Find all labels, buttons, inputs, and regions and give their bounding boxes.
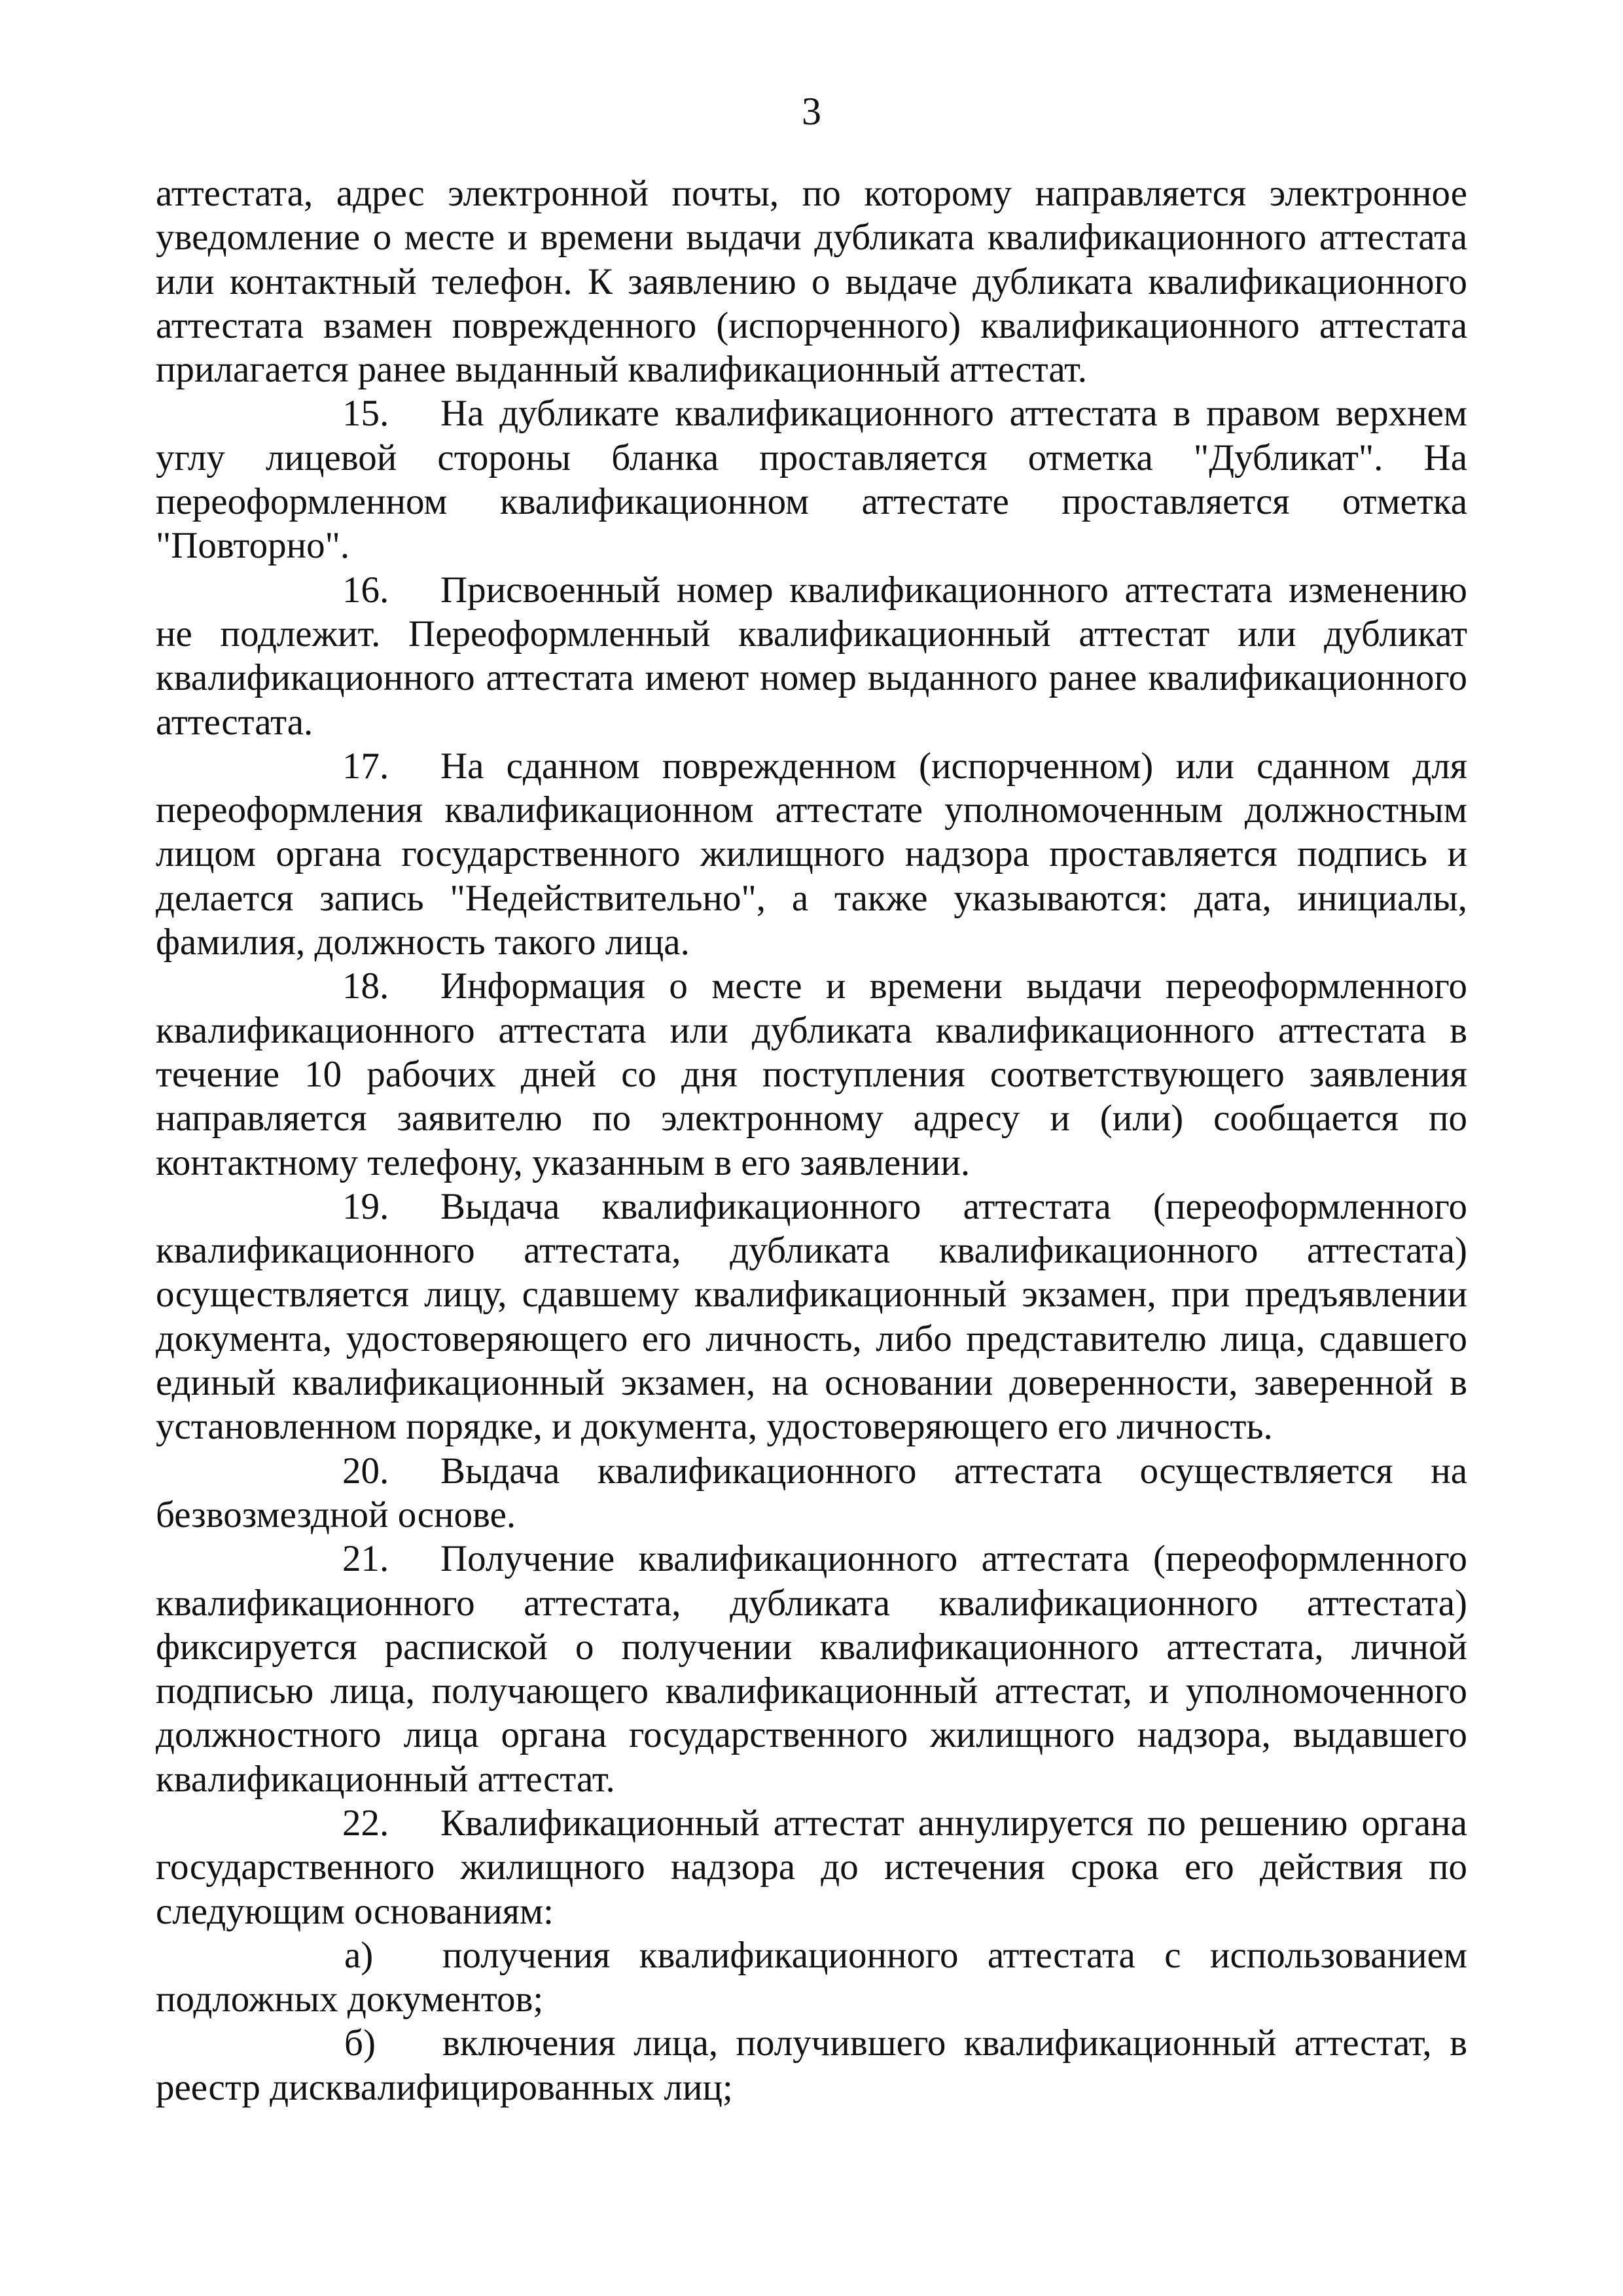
subparagraph-text: получения квалификационного аттестата с использованием подложных документов;	[156, 1934, 1467, 2020]
paragraph-number: 15.	[342, 393, 389, 435]
document-body	[156, 171, 1467, 2109]
paragraph-18	[156, 964, 1467, 1184]
paragraph-text: аттестата, адрес электронной почты, по которому направляется электронное уведомление о месте и времени выдачи дубликата квалификационного аттестата или контактный телефон. К заявлению о выдаче дубликата квалификационного аттестата взамен поврежденного (испорченного) квалификационного аттестата прилагается ранее выданный квалификационный аттестат.	[156, 173, 1467, 391]
subparagraph-letter: а)	[344, 1934, 374, 1976]
paragraph-text: Получение квалификационного аттестата (переоформленного квалификационного аттестата, дубликата квалификационного аттестата) фиксируется распиской о получении квалификационного аттестата, личной подписью лица, получающего квалификационный аттестат, и уполномоченного должностного лица органа государственного жилищного надзора, выдавшего квалификационный аттестат.	[156, 1538, 1467, 1800]
paragraph-text: На дубликате квалификационного аттестата в правом верхнем углу лицевой стороны бланка проставляется отметка "Дубликат". На переоформленном квалификационном аттестате проставляется отметка "Повторно".	[156, 393, 1467, 567]
paragraph-21	[156, 1537, 1467, 1801]
paragraph-text: Квалификационный аттестат аннулируется по решению органа государственного жилищного надзора до истечения срока его действия по следующим основаниям:	[156, 1802, 1467, 1932]
paragraph-text: На сданном поврежденном (испорченном) или сданном для переоформления квалификационном аттестате уполномоченным должностным лицом органа государственного жилищного надзора проставляется подпись и делается запись "Недействительно", а также указываются: дата, инициалы, фамилия, должность такого лица.	[156, 745, 1467, 963]
paragraph-16	[156, 568, 1467, 744]
subparagraph-a	[156, 1933, 1467, 2022]
paragraph-text: Выдача квалификационного аттестата осуществляется на безвозмездной основе.	[156, 1450, 1467, 1535]
paragraph-15	[156, 391, 1467, 567]
paragraph-text: Присвоенный номер квалификационного аттестата изменению не подлежит. Переоформленный квалификационный аттестат или дубликат квалификационного аттестата имеют номер выданного ранее квалификационного аттестата.	[156, 569, 1467, 743]
paragraph-20	[156, 1449, 1467, 1537]
paragraph-number: 21.	[342, 1538, 389, 1580]
paragraph-number: 20.	[342, 1450, 389, 1492]
paragraph-22	[156, 1801, 1467, 1933]
paragraph-number: 22.	[342, 1802, 389, 1844]
paragraph-text: Выдача квалификационного аттестата (переоформленного квалификационного аттестата, дубликата квалификационного аттестата) осуществляется лицу, сдавшему квалификационный экзамен, при предъявлении документа, удостоверяющего его личность, либо представителю лица, сдавшего единый квалификационный экзамен, на основании доверенности, заверенной в установленном порядке, и документа, удостоверяющего его личность.	[156, 1185, 1467, 1448]
paragraph-number: 16.	[342, 569, 389, 611]
paragraph-number: 17.	[342, 745, 389, 787]
paragraph-text: Информация о месте и времени выдачи переоформленного квалификационного аттестата или дубликата квалификационного аттестата в течение 10 рабочих дней со дня поступления соответствующего заявления направляется заявителю по электронному адресу и (или) сообщается по контактному телефону, указанным в его заявлении.	[156, 965, 1467, 1183]
paragraph-continuation	[156, 171, 1467, 391]
paragraph-number: 18.	[342, 965, 389, 1007]
paragraph-number: 19.	[342, 1185, 389, 1227]
subparagraph-text: включения лица, получившего квалификационный аттестат, в реестр дисквалифицированных лиц;	[156, 2022, 1467, 2108]
paragraph-19	[156, 1185, 1467, 1449]
paragraph-17	[156, 744, 1467, 964]
page-number: 3	[802, 90, 821, 133]
subparagraph-b	[156, 2021, 1467, 2109]
subparagraph-letter: б)	[344, 2022, 376, 2064]
